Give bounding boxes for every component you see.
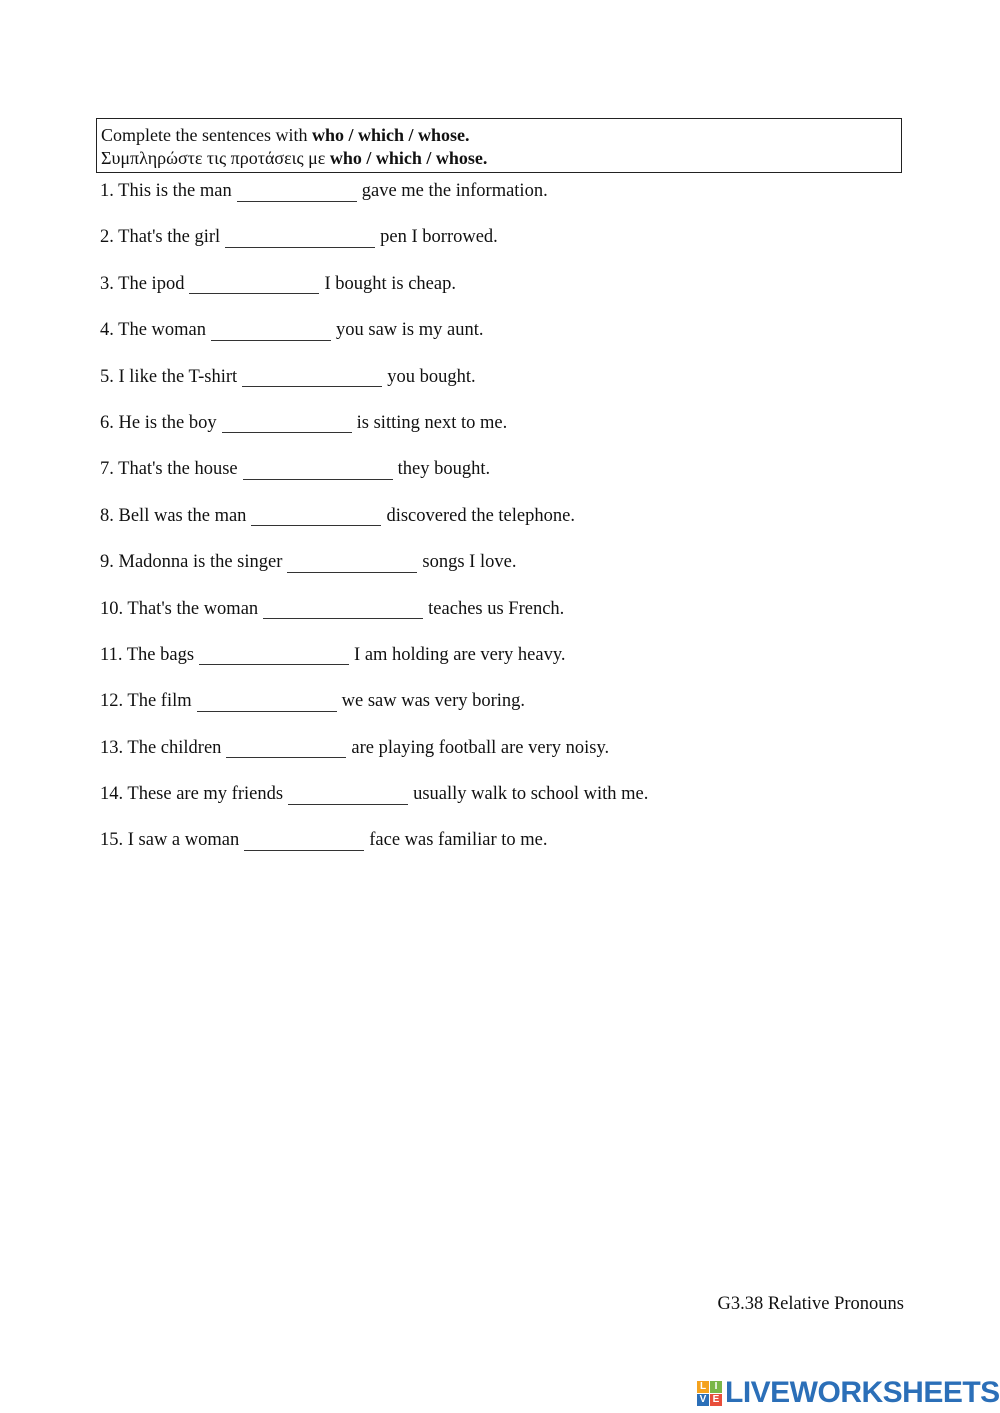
question-text-after: you bought. bbox=[387, 366, 476, 387]
question-item bbox=[100, 364, 900, 410]
question-item bbox=[100, 549, 900, 595]
liveworksheets-logo bbox=[697, 1378, 1000, 1408]
answer-blank-input[interactable] bbox=[222, 414, 352, 433]
question-text-before: 6. He is the boy bbox=[100, 412, 217, 433]
question-text-after: I am holding are very heavy. bbox=[354, 644, 566, 665]
answer-blank-input[interactable] bbox=[242, 368, 382, 387]
question-text-before: 1. This is the man bbox=[100, 181, 232, 201]
question-text-after: songs I love. bbox=[422, 552, 517, 573]
answer-blank-input[interactable] bbox=[226, 739, 346, 758]
answer-blank-input[interactable] bbox=[211, 322, 331, 341]
instructions-box bbox=[96, 118, 902, 173]
logo-mark-letter: I bbox=[710, 1381, 722, 1393]
question-text-after: we saw was very boring. bbox=[341, 691, 526, 712]
question-text-after: face was familiar to me. bbox=[369, 830, 548, 851]
worksheet-code: G3.38 Relative Pronouns bbox=[717, 1294, 904, 1314]
answer-blank-input[interactable] bbox=[251, 507, 381, 526]
question-text-before: 15. I saw a woman bbox=[100, 830, 240, 851]
question-item bbox=[100, 596, 900, 642]
question-text-before: 5. I like the T-shirt bbox=[100, 366, 238, 387]
question-text-after: you saw is my aunt. bbox=[336, 320, 484, 341]
question-item bbox=[100, 688, 900, 734]
instructions-greek-text: Συμπληρώστε τις προτάσεις με bbox=[101, 148, 330, 168]
answer-blank-input[interactable] bbox=[287, 554, 417, 573]
question-text-before: 9. Madonna is the singer bbox=[100, 552, 283, 573]
instructions-greek bbox=[101, 147, 901, 170]
logo-mark-letter: V bbox=[697, 1394, 709, 1406]
answer-blank-input[interactable] bbox=[197, 693, 337, 712]
question-list bbox=[100, 178, 900, 874]
answer-blank-input[interactable] bbox=[225, 229, 375, 248]
question-item bbox=[100, 271, 900, 317]
instructions-english bbox=[101, 124, 901, 147]
instructions-english-options: who / which / whose. bbox=[311, 125, 470, 145]
logo-mark-icon bbox=[697, 1381, 722, 1406]
question-item bbox=[100, 410, 900, 456]
question-text-before: 4. The woman bbox=[100, 320, 207, 341]
answer-blank-input[interactable] bbox=[243, 461, 393, 480]
question-text-before: 10. That's the woman bbox=[100, 598, 259, 619]
question-item bbox=[100, 781, 900, 827]
answer-blank-input[interactable] bbox=[263, 600, 423, 619]
question-text-before: 2. That's the girl bbox=[100, 227, 221, 248]
logo-mark-letter: L bbox=[697, 1381, 709, 1393]
question-item bbox=[100, 456, 900, 502]
question-text-before: 12. The film bbox=[100, 691, 192, 712]
question-text-after: teaches us French. bbox=[428, 598, 565, 619]
instructions-greek-options: who / which / whose. bbox=[329, 148, 488, 168]
logo-mark-letter: E bbox=[710, 1394, 722, 1406]
instructions-english-text: Complete the sentences with bbox=[101, 125, 312, 145]
question-item bbox=[100, 503, 900, 549]
question-text-after: are playing football are very noisy. bbox=[351, 737, 610, 758]
question-item bbox=[100, 735, 900, 781]
question-item bbox=[100, 224, 900, 270]
question-text-before: 13. The children bbox=[100, 737, 222, 758]
question-text-after: discovered the telephone. bbox=[386, 505, 575, 526]
question-item bbox=[100, 642, 900, 688]
question-text-before: 3. The ipod bbox=[100, 273, 185, 294]
question-item bbox=[100, 827, 900, 873]
answer-blank-input[interactable] bbox=[237, 183, 357, 202]
question-text-after: usually walk to school with me. bbox=[413, 784, 649, 805]
answer-blank-input[interactable] bbox=[288, 786, 408, 805]
question-text-after: is sitting next to me. bbox=[356, 412, 508, 433]
question-text-after: pen I borrowed. bbox=[380, 227, 498, 248]
question-item bbox=[100, 317, 900, 363]
answer-blank-input[interactable] bbox=[189, 275, 319, 294]
question-text-before: 11. The bags bbox=[100, 644, 195, 665]
question-text-before: 7. That's the house bbox=[100, 459, 238, 480]
question-text-after: gave me the information. bbox=[361, 181, 548, 201]
question-text-after: I bought is cheap. bbox=[324, 273, 456, 294]
answer-blank-input[interactable] bbox=[199, 646, 349, 665]
logo-text: LIVEWORKSHEETS bbox=[725, 1376, 1000, 1409]
question-text-before: 14. These are my friends bbox=[100, 784, 284, 805]
answer-blank-input[interactable] bbox=[244, 832, 364, 851]
question-text-after: they bought. bbox=[397, 459, 491, 480]
question-text-before: 8. Bell was the man bbox=[100, 505, 247, 526]
question-item bbox=[100, 178, 900, 224]
